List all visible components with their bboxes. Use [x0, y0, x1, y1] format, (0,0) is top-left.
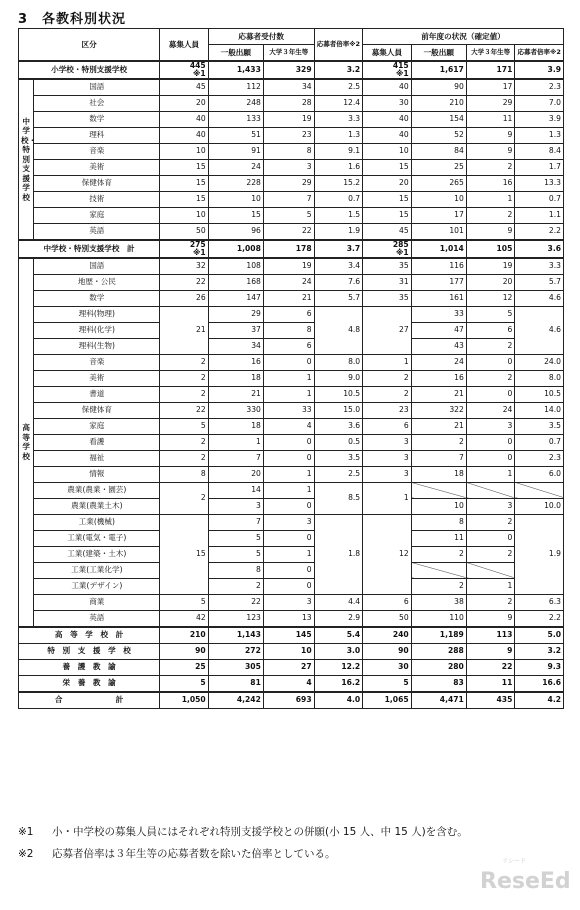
table-row: 工業(機械) 15 7 3 1.8 12 8 2 1.9	[19, 514, 564, 530]
table-row: 美術 2 18 1 9.0 2 16 2 8.0	[19, 370, 564, 386]
table-row: 理科(化学) 37 8 47 6	[19, 322, 564, 338]
elem-row: 小学校・特別支援学校 445 ※1 1,433 329 3.2 415 ※1 1,617 171 3.9	[19, 61, 564, 79]
junior-total-row: 中学校・特別支援学校 計 275 ※1 1,008 178 3.7 285 ※1 1,014 105 3.6	[19, 240, 564, 258]
table-row: 中学校・特別支援学校 国語 45 112 34 2.5 40 90 17 2.3	[19, 79, 564, 96]
header-oubo: 応募者受付数	[208, 29, 314, 45]
footnote-1: ※1 小・中学校の募集人員にはそれぞれ特別支援学校との併願(小 15 人、中 15 人)を含む。	[18, 826, 468, 838]
table-row: 理科 40 51 23 1.3 40 52 9 1.3	[19, 127, 564, 143]
table-row: 社会 20 248 28 12.4 30 210 29 7.0	[19, 95, 564, 111]
table-row: 数学 40 133 19 3.3 40 154 11 3.9	[19, 111, 564, 127]
table-row: 理科(生物) 34 6 43 2	[19, 338, 564, 354]
resed-logo	[480, 852, 572, 896]
table-row: 地歴・公民 22 168 24 7.6 31 177 20 5.7	[19, 274, 564, 290]
header-prev-bairitsu: 応募者倍率※2	[515, 45, 564, 62]
header-kubun: 区分	[19, 29, 160, 62]
footnote-2: ※2 応募者倍率は３年生等の応募者数を除いた倍率としている。	[18, 848, 336, 860]
table-row: 理科(物理) 21 29 6 4.8 27 33 5 4.6	[19, 306, 564, 322]
table-row: 数学 26 147 21 5.7 35 161 12 4.6	[19, 290, 564, 306]
table-row: 保健体育 15 228 29 15.2 20 265 16 13.3	[19, 175, 564, 191]
subject-status-table	[18, 28, 564, 709]
logo-small-text: リシード	[502, 858, 527, 865]
table-row: 工業(電気・電子) 5 0 11 0	[19, 530, 564, 546]
table-row: 家庭 10 15 5 1.5 15 17 2 1.1	[19, 207, 564, 223]
table-row: 看護 2 1 0 0.5 3 2 0 0.7	[19, 434, 564, 450]
table-row: 福祉 2 7 0 3.5 3 7 0 2.3	[19, 450, 564, 466]
table-row: 商業 5 22 3 4.4 6 38 2 6.3	[19, 594, 564, 610]
table-row: 英語 42 123 13 2.9 50 110 9 2.2	[19, 610, 564, 627]
section-title: 3 各教科別状況	[18, 12, 127, 27]
table-row: 美術 15 24 3 1.6 15 25 2 1.7	[19, 159, 564, 175]
high-group-label: 高等学校	[19, 258, 34, 627]
header-prev-ippan: 一般出願	[411, 45, 466, 62]
header-prev-daigaku: 大学３年生等	[466, 45, 515, 62]
table-row: 農業(農業土木) 3 0 10 3 10.0	[19, 498, 564, 514]
table-row: 家庭 5 18 4 3.6 6 21 3 3.5	[19, 418, 564, 434]
totals-section	[19, 627, 564, 709]
total-row: 養 護 教 諭 25 305 27 12.2 30 280 22 9.3	[19, 659, 564, 675]
junior-section	[19, 79, 564, 240]
table-row: 情報 8 20 1 2.5 3 18 1 6.0	[19, 466, 564, 482]
table-row: 高等学校 国語 32 108 19 3.4 35 116 19 3.3	[19, 258, 564, 275]
total-row: 特 別 支 援 学 校 90 272 10 3.0 90 288 9 3.2	[19, 643, 564, 659]
table-row: 音楽 10 91 8 9.1 10 84 9 8.4	[19, 143, 564, 159]
table-row: 保健体育 22 330 33 15.0 23 322 24 14.0	[19, 402, 564, 418]
header-bairitsu: 応募者倍率※2	[314, 29, 363, 62]
table-row: 工業(工業化学) 8 0	[19, 562, 564, 578]
header-ippan: 一般出願	[208, 45, 263, 62]
table-row: 書道 2 21 1 10.5 2 21 0 10.5	[19, 386, 564, 402]
total-row: 合 計 1,050 4,242 693 4.0 1,065 4,471 435 4.2	[19, 692, 564, 709]
total-row: 栄 養 教 諭 5 81 4 16.2 5 83 11 16.6	[19, 675, 564, 692]
high-section	[19, 258, 564, 627]
header-boshu: 募集人員	[160, 29, 209, 62]
table-row: 農業(農業・園芸) 2 14 1 8.5 1	[19, 482, 564, 498]
table-row: 工業(デザイン) 2 0 2 1	[19, 578, 564, 594]
table-row: 技術 15 10 7 0.7 15 10 1 0.7	[19, 191, 564, 207]
table-row: 英語 50 96 22 1.9 45 101 9 2.2	[19, 223, 564, 240]
table-row: 工業(建築・土木) 5 1 2 2	[19, 546, 564, 562]
header-prev-boshu: 募集人員	[363, 45, 412, 62]
logo-main-text: ReseEd	[480, 869, 571, 894]
header-prev: 前年度の状況（確定値）	[363, 29, 564, 45]
total-row: 高 等 学 校 計 210 1,143 145 5.4 240 1,189 113 5.0	[19, 627, 564, 644]
header-daigaku: 大学３年生等	[263, 45, 314, 62]
junior-group-label: 中学校・特別支援学校	[19, 79, 34, 240]
table-row: 音楽 2 16 0 8.0 1 24 0 24.0	[19, 354, 564, 370]
